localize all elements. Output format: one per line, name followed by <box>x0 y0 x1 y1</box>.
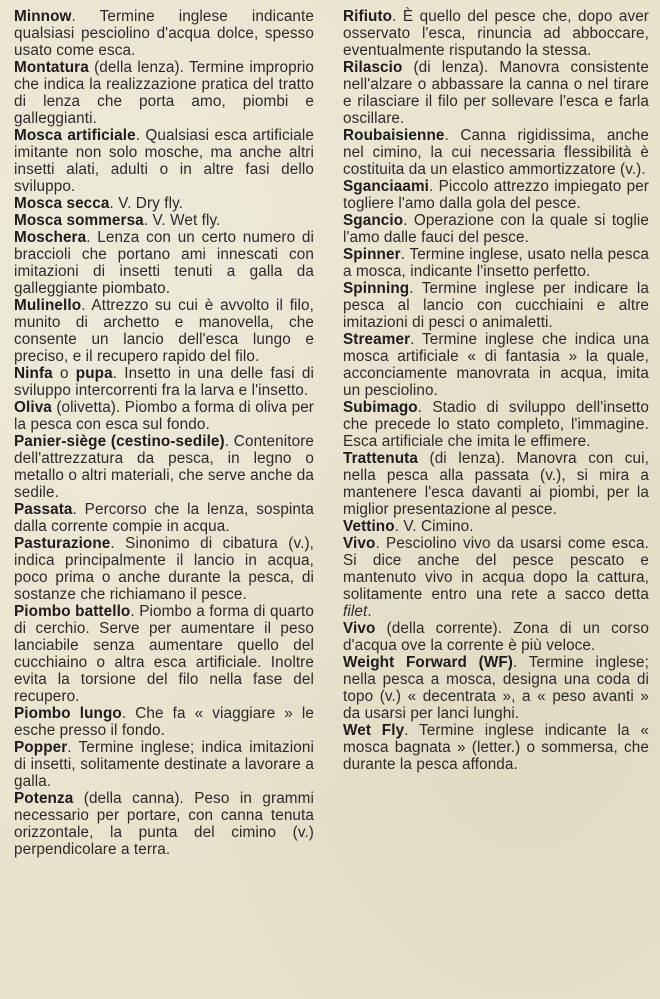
entry-term: Trattenuta <box>343 450 418 467</box>
entry-definition: . Pesciolino vivo da usarsi come esca. Si dice anche del pesce pescato e mantenuto vivo in acqua dopo la cattura, solitamente entro una rete a sacco detta <box>343 535 649 603</box>
glossary-entry <box>343 127 649 178</box>
glossary-entry <box>343 280 649 331</box>
entry-term: Panier-siège (cestino-sedile) <box>14 433 225 450</box>
entry-term-alt: pupa <box>75 365 113 382</box>
glossary-entry <box>343 246 649 280</box>
entry-term: Roubaisienne <box>343 127 445 144</box>
glossary-entry <box>343 59 649 127</box>
entry-definition: . Stadio di sviluppo dell'insetto che precede lo stato completo, l'immagine. Esca artificiale che imita le effimere. <box>343 399 649 450</box>
entry-term: Streamer <box>343 331 411 348</box>
glossary-entry <box>14 790 314 858</box>
entry-term: Vettino <box>343 518 395 535</box>
glossary-entry <box>14 212 314 229</box>
glossary-entry <box>343 331 649 399</box>
glossary-entry <box>14 195 314 212</box>
entry-term: Vivo <box>343 620 376 637</box>
glossary-entry <box>343 8 649 59</box>
entry-term: Ninfa <box>14 365 53 382</box>
entry-term: Spinning <box>343 280 410 297</box>
glossary-entry <box>343 178 649 212</box>
entry-definition: . Termine inglese indicante qualsiasi pesciolino d'acqua dolce, spesso usato come esca. <box>14 8 314 59</box>
entry-term: Sganciaami <box>343 178 430 195</box>
entry-term: Passata <box>14 501 73 518</box>
entry-term: Rilascio <box>343 59 403 76</box>
entry-definition: . Lenza con un certo numero di braccioli che portano ami innescati con imitazioni di insetti tenuti a galla da galleggiante piombato. <box>14 229 314 297</box>
entry-term: Moschera <box>14 229 87 246</box>
entry-definition: (della canna). Peso in grammi necessario per portare, con canna tenuta orizzontale, la punta del cimino (v.) perpendicolare a terra. <box>14 790 314 858</box>
entry-term: Sgancio <box>343 212 404 229</box>
entry-connector: o <box>52 365 76 382</box>
glossary-entry <box>343 722 649 773</box>
glossary-entry <box>14 535 314 603</box>
glossary-entry <box>14 739 314 790</box>
entry-term: Mosca secca <box>14 195 110 212</box>
entry-term: Pasturazione <box>14 535 111 552</box>
entry-term: Oliva <box>14 399 52 416</box>
entry-definition-end: . <box>367 603 372 620</box>
entry-definition: . Termine inglese; nella pesca a mosca, designa una coda di topo (v.) « decentrata », a « peso avanti » da usarsi per lanci lunghi. <box>343 654 649 722</box>
left-column <box>14 8 314 858</box>
glossary-entry <box>343 620 649 654</box>
entry-definition: . Percorso che la lenza, sospinta dalla corrente compie in acqua. <box>14 501 314 535</box>
glossary-entry <box>14 297 314 365</box>
entry-term: Popper <box>14 739 68 756</box>
glossary-entry <box>14 229 314 297</box>
entry-term: Piombo lungo <box>14 705 122 722</box>
glossary-entry <box>343 212 649 246</box>
glossary-entry <box>14 399 314 433</box>
entry-definition: (della lenza). Termine improprio che indica la realizzazione pratica del tratto di lenza che porta amo, piombi e galleggianti. <box>14 59 314 127</box>
entry-definition: . V. Wet fly. <box>143 212 221 229</box>
entry-term: Wet Fly <box>343 722 405 739</box>
entry-definition: (di lenza). Manovra consistente nell'alzare o abbassare la canna o nel tirare e rilasciare il filo per sollevare l'esca e farla oscillare. <box>343 59 649 127</box>
entry-term: Weight Forward (WF) <box>343 654 513 671</box>
entry-term: Minnow <box>14 8 72 25</box>
entry-term: Subimago <box>343 399 418 416</box>
glossary-entry <box>14 127 314 195</box>
right-column <box>343 8 649 773</box>
entry-definition: . Piombo a forma di quarto di cerchio. Serve per aumentare il peso lanciabile senza aumentare quello del cucchiaino o altra esca artificiale. Inoltre evita la torsione del filo nella fase del recupero. <box>14 603 314 705</box>
entry-definition: . Termine inglese per indicare la pesca al lancio con cucchiaini e altre imitazioni di pesci o animaletti. <box>343 280 649 331</box>
entry-definition: . Contenitore dell'attrezzatura da pesca, in legno o metallo o altri materiali, che serve anche da sedile. <box>14 433 314 501</box>
entry-term: Mosca sommersa <box>14 212 144 229</box>
entry-definition: . Che fa « viaggiare » le esche presso il fondo. <box>14 705 314 739</box>
entry-term: Potenza <box>14 790 74 807</box>
glossary-entry <box>343 518 649 535</box>
glossary-entry <box>14 365 314 399</box>
entry-term: Mulinello <box>14 297 82 314</box>
entry-term: Vivo <box>343 535 376 552</box>
entry-definition: . Termine inglese che indica una mosca artificiale « di fantasia » la quale, acconciamente manovrata in acqua, imita un pesciolino. <box>343 331 649 399</box>
entry-definition: . Termine inglese; indica imitazioni di insetti, solitamente destinate a lavorare a galla. <box>14 739 314 790</box>
entry-definition: (della corrente). Zona di un corso d'acqua ove la corrente è più veloce. <box>343 620 649 654</box>
glossary-entry <box>343 535 649 620</box>
entry-definition: . Sinonimo di cibatura (v.), indica principalmente il lancio in acqua, poco prima o anche durante la pesca, di sostanze che richiamano il pesce. <box>14 535 314 603</box>
entry-definition: . Piccolo attrezzo impiegato per togliere l'amo dalla gola del pesce. <box>343 178 649 212</box>
entry-definition: . Canna rigidissima, anche nel cimino, la cui necessaria flessibilità è costituita da un elastico ammortizzatore (v.). <box>343 127 649 178</box>
entry-definition: . Attrezzo su cui è avvolto il filo, munito di archetto e manovella, che consente un lancio dell'esca lungo e preciso, e il recupero rapido del filo. <box>14 297 314 365</box>
glossary-entry <box>14 59 314 127</box>
entry-definition: (olivetta). Piombo a forma di oliva per la pesca con esca sul fondo. <box>14 399 314 433</box>
glossary-entry <box>14 501 314 535</box>
entry-definition: . V. Cimino. <box>394 518 474 535</box>
entry-italic-term: filet <box>343 603 368 620</box>
entry-term: Montatura <box>14 59 89 76</box>
entry-definition: . Operazione con la quale si toglie l'amo dalle fauci del pesce. <box>343 212 649 246</box>
entry-definition: . Qualsiasi esca artificiale imitante non solo mosche, ma anche altri insetti alati, adulti o in altre fasi dello sviluppo. <box>14 127 314 195</box>
glossary-entry <box>14 705 314 739</box>
entry-definition: . È quello del pesce che, dopo aver osservato l'esca, rinuncia ad abboccare, eventualmente risputando la stessa. <box>343 8 649 59</box>
entry-definition: . Termine inglese, usato nella pesca a mosca, indicante l'insetto perfetto. <box>343 246 649 280</box>
entry-definition: . Insetto in una delle fasi di sviluppo intercorrenti fra la larva e l'insetto. <box>14 365 314 399</box>
entry-term: Spinner <box>343 246 401 263</box>
glossary-entry <box>14 433 314 501</box>
glossary-entry <box>343 399 649 450</box>
glossary-entry <box>14 603 314 705</box>
glossary-entry <box>343 654 649 722</box>
entry-term: Mosca artificiale <box>14 127 136 144</box>
entry-definition: . Termine inglese indicante la « mosca bagnata » (letter.) o sommersa, che durante la pesca affonda. <box>343 722 649 773</box>
entry-term: Piombo battello <box>14 603 131 620</box>
glossary-entry <box>343 450 649 518</box>
entry-definition: (di lenza). Manovra con cui, nella pesca alla passata (v.), si mira a mantenere l'esca davanti ai piombi, per la miglior presentazione al pesce. <box>343 450 649 518</box>
entry-term: Rifiuto <box>343 8 393 25</box>
glossary-entry <box>14 8 314 59</box>
entry-definition: . V. Dry fly. <box>109 195 184 212</box>
